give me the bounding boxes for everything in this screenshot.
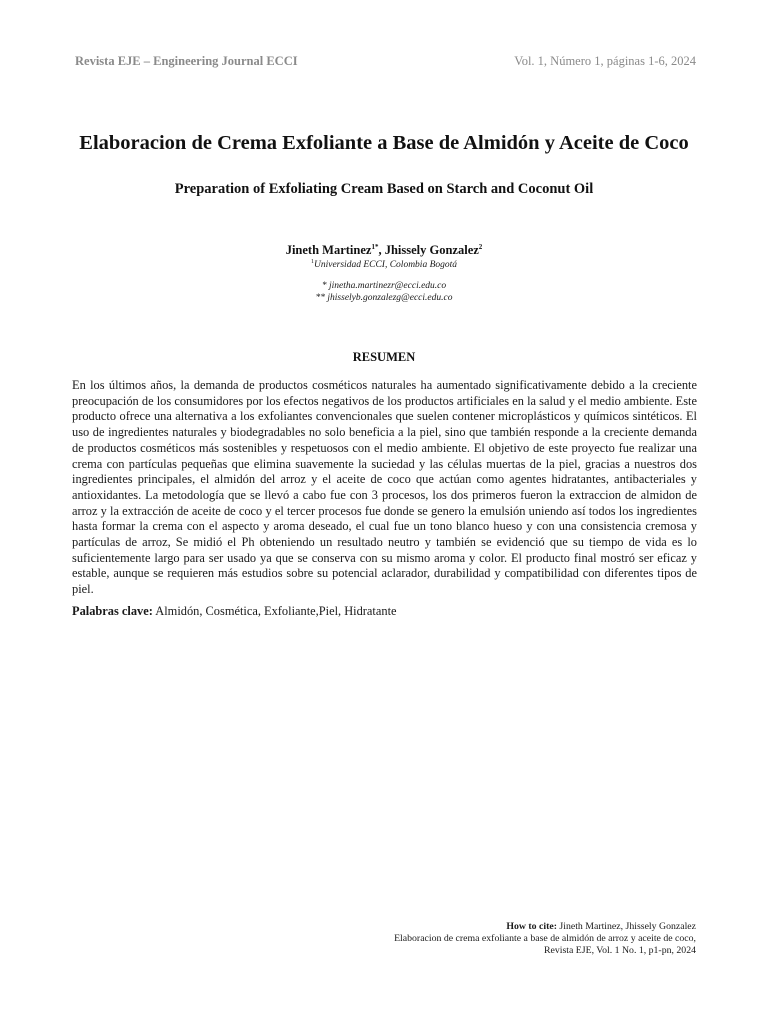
author-superscript: 1* xyxy=(371,243,379,251)
keywords-line xyxy=(72,604,697,619)
issue-info: Vol. 1, Número 1, páginas 1-6, 2024 xyxy=(514,54,696,68)
journal-name: Revista EJE – Engineering Journal ECCI xyxy=(75,54,298,68)
paper-title: Elaboracion de Crema Exfoliante a Base de Almidón y Aceite de Coco xyxy=(79,132,689,154)
citation-authors: Jineth Martinez, Jhissely Gonzalez xyxy=(556,921,696,932)
citation-line: Revista EJE, Vol. 1 No. 1, p1-pn, 2024 xyxy=(543,945,696,957)
affiliation xyxy=(0,259,768,270)
author-list xyxy=(0,243,768,258)
abstract-heading: RESUMEN xyxy=(352,350,416,364)
abstract-body: En los últimos años, la demanda de productos cosméticos naturales ha aumentado significativamente debido a la creciente preocupación de los consumidores por los efectos negativos de los productos artificiales en la salud y el medio ambiente. Este producto ofrece una alternativa a los exfoliantes convencionales que suelen contener microplásticos y químicos sintéticos. El uso de ingredientes naturales y biodegradables no solo beneficia a la piel, sino que también responde a la creciente demanda de productos cosméticos más sostenibles y respetuosos con el medio ambiente. El objetivo de este proyecto fue realizar una crema con partículas pequeñas que elimina suavemente la suciedad y las células muertas de la piel, gracias a nuestros dos ingredientes principales, el almidón del arroz y el aceite de coco que actúan como agentes hidratantes, antibacteriales y antioxidantes. La metodología que se llevó a cabo fue con 3 procesos, los dos primeros fueron la extraccion de almidon de arroz y la extracción de aceite de coco y el tercer procesos fue donde se genero la emulsión uniendo así todos los ingredientes hasta formar la crema con el aspecto y aroma deseado, el cual fue un tono blanco hueso y con una consistencia cremosa y partículas de arroz, Se midió el Ph obteniendo un resultado neutro y también se evidenció que su tiempo de vida es lo suficientemente largo para ser usado ya que se conserva con su mismo aroma y color. El producto final mostró ser eficaz y estable, aunque se requieren más estudios sobre su potencial aclarador, durabilidad y compatibilidad con diferentes tipos de piel. xyxy=(72,378,697,597)
author-email[interactable]: * jinetha.martinezr@ecci.edu.co xyxy=(321,281,447,291)
author-email[interactable]: ** jhisselyb.gonzalezg@ecci.edu.co xyxy=(315,293,453,303)
paper-subtitle: Preparation of Exfoliating Cream Based on Starch and Coconut Oil xyxy=(174,181,594,197)
citation-label: How to cite: xyxy=(506,921,557,932)
keywords-values: Almidón, Cosmética, Exfoliante,Piel, Hidratante xyxy=(152,604,397,618)
citation-line xyxy=(256,921,696,933)
author-superscript: 2 xyxy=(478,243,483,251)
affiliation-text: Universidad ECCI, Colombia Bogotá xyxy=(313,260,458,271)
affiliation-superscript: 1 xyxy=(310,259,314,265)
author-name: Jhissely Gonzalez xyxy=(384,243,479,258)
author-separator: , xyxy=(378,243,385,258)
citation-line: Elaboracion de crema exfoliante a base de almidón de arroz y aceite de coco, xyxy=(394,933,696,945)
citation-block xyxy=(256,921,696,958)
author-name: Jineth Martinez xyxy=(285,243,372,258)
keywords-label: Palabras clave: xyxy=(72,604,153,618)
